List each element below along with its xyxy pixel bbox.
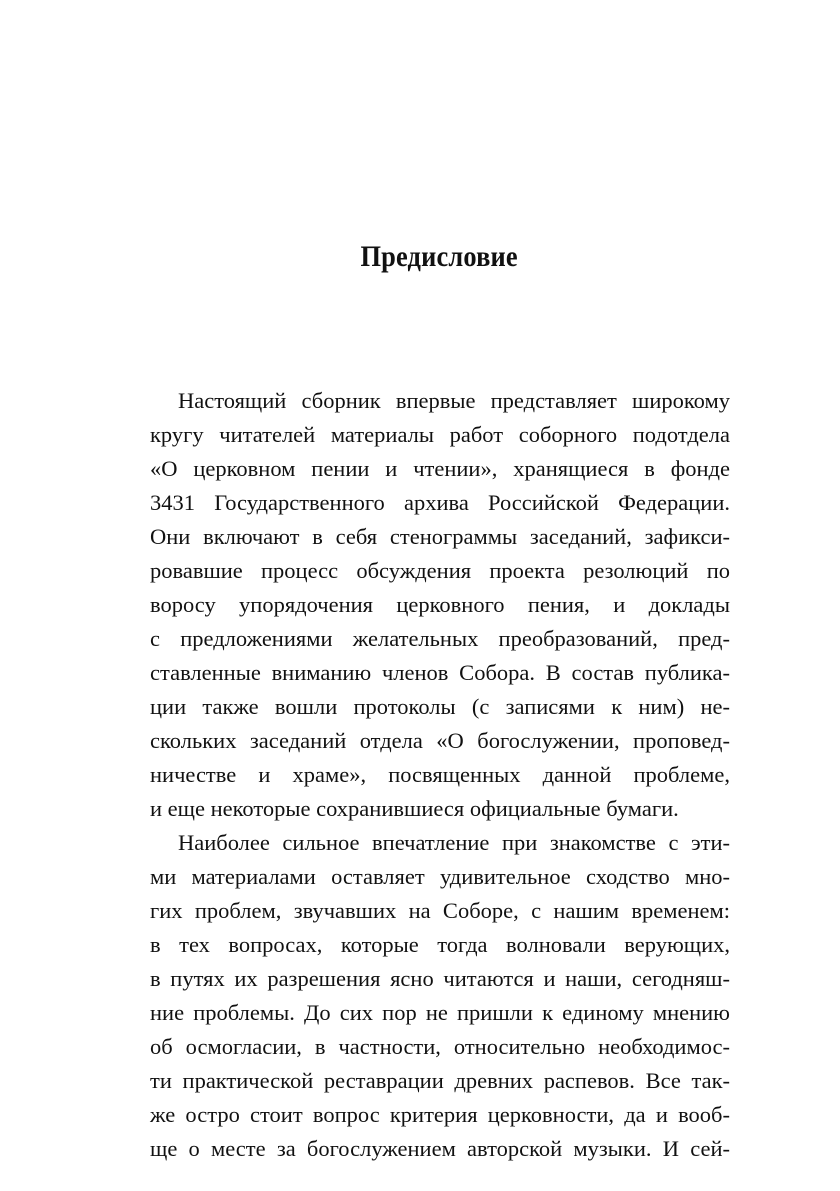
- text-line: кругу читателей материалы работ соборного подотдела: [150, 422, 730, 447]
- text-line: гих проблем, звучавших на Соборе, с нашим временем:: [150, 898, 730, 923]
- text-line: воросу упорядочения церковного пения, и доклады: [150, 592, 730, 617]
- text-line: же остро стоит вопрос критерия церковности, да и вооб-: [150, 1102, 730, 1127]
- text-line: об осмогласии, в частности, относительно необходимос-: [150, 1034, 730, 1059]
- page-title: Предисловие: [360, 240, 518, 273]
- text-line: «О церковном пении и чтении», хранящиеся в фонде: [150, 456, 730, 481]
- text-line: с предложениями желательных преобразований, пред-: [150, 626, 730, 651]
- text-line: ти практической реставрации древних распевов. Все так-: [150, 1068, 730, 1093]
- text-line: ние проблемы. До сих пор не пришли к единому мнению: [150, 1000, 730, 1025]
- text-line: ще о месте за богослужением авторской музыки. И сей-: [150, 1136, 730, 1161]
- text-line: ми материалами оставляет удивительное сходство мно-: [150, 864, 730, 889]
- text-line: ставленные вниманию членов Собора. В состав публика-: [150, 660, 730, 685]
- text-line: в тех вопросах, которые тогда волновали верующих,: [150, 932, 730, 957]
- text-line: Они включают в себя стенограммы заседаний, зафикси-: [150, 524, 730, 549]
- text-line: ции также вошли протоколы (с записями к ним) не-: [150, 694, 730, 719]
- text-line: ничестве и храме», посвященных данной проблеме,: [150, 762, 730, 787]
- text-line: Наиболее сильное впечатление при знакомстве с эти-: [178, 830, 730, 855]
- text-line: ровавшие процесс обсуждения проекта резолюций по: [150, 558, 730, 583]
- text-line: в путях их разрешения ясно читаются и наши, сегодняш-: [150, 966, 730, 991]
- text-line: и еще некоторые сохранившиеся официальные бумаги.: [150, 796, 679, 821]
- text-line: 3431 Государственного архива Российской Федерации.: [150, 490, 730, 515]
- text-line: скольких заседаний отдела «О богослужении, проповед-: [150, 728, 730, 753]
- text-line: Настоящий сборник впервые представляет широкому: [178, 388, 730, 413]
